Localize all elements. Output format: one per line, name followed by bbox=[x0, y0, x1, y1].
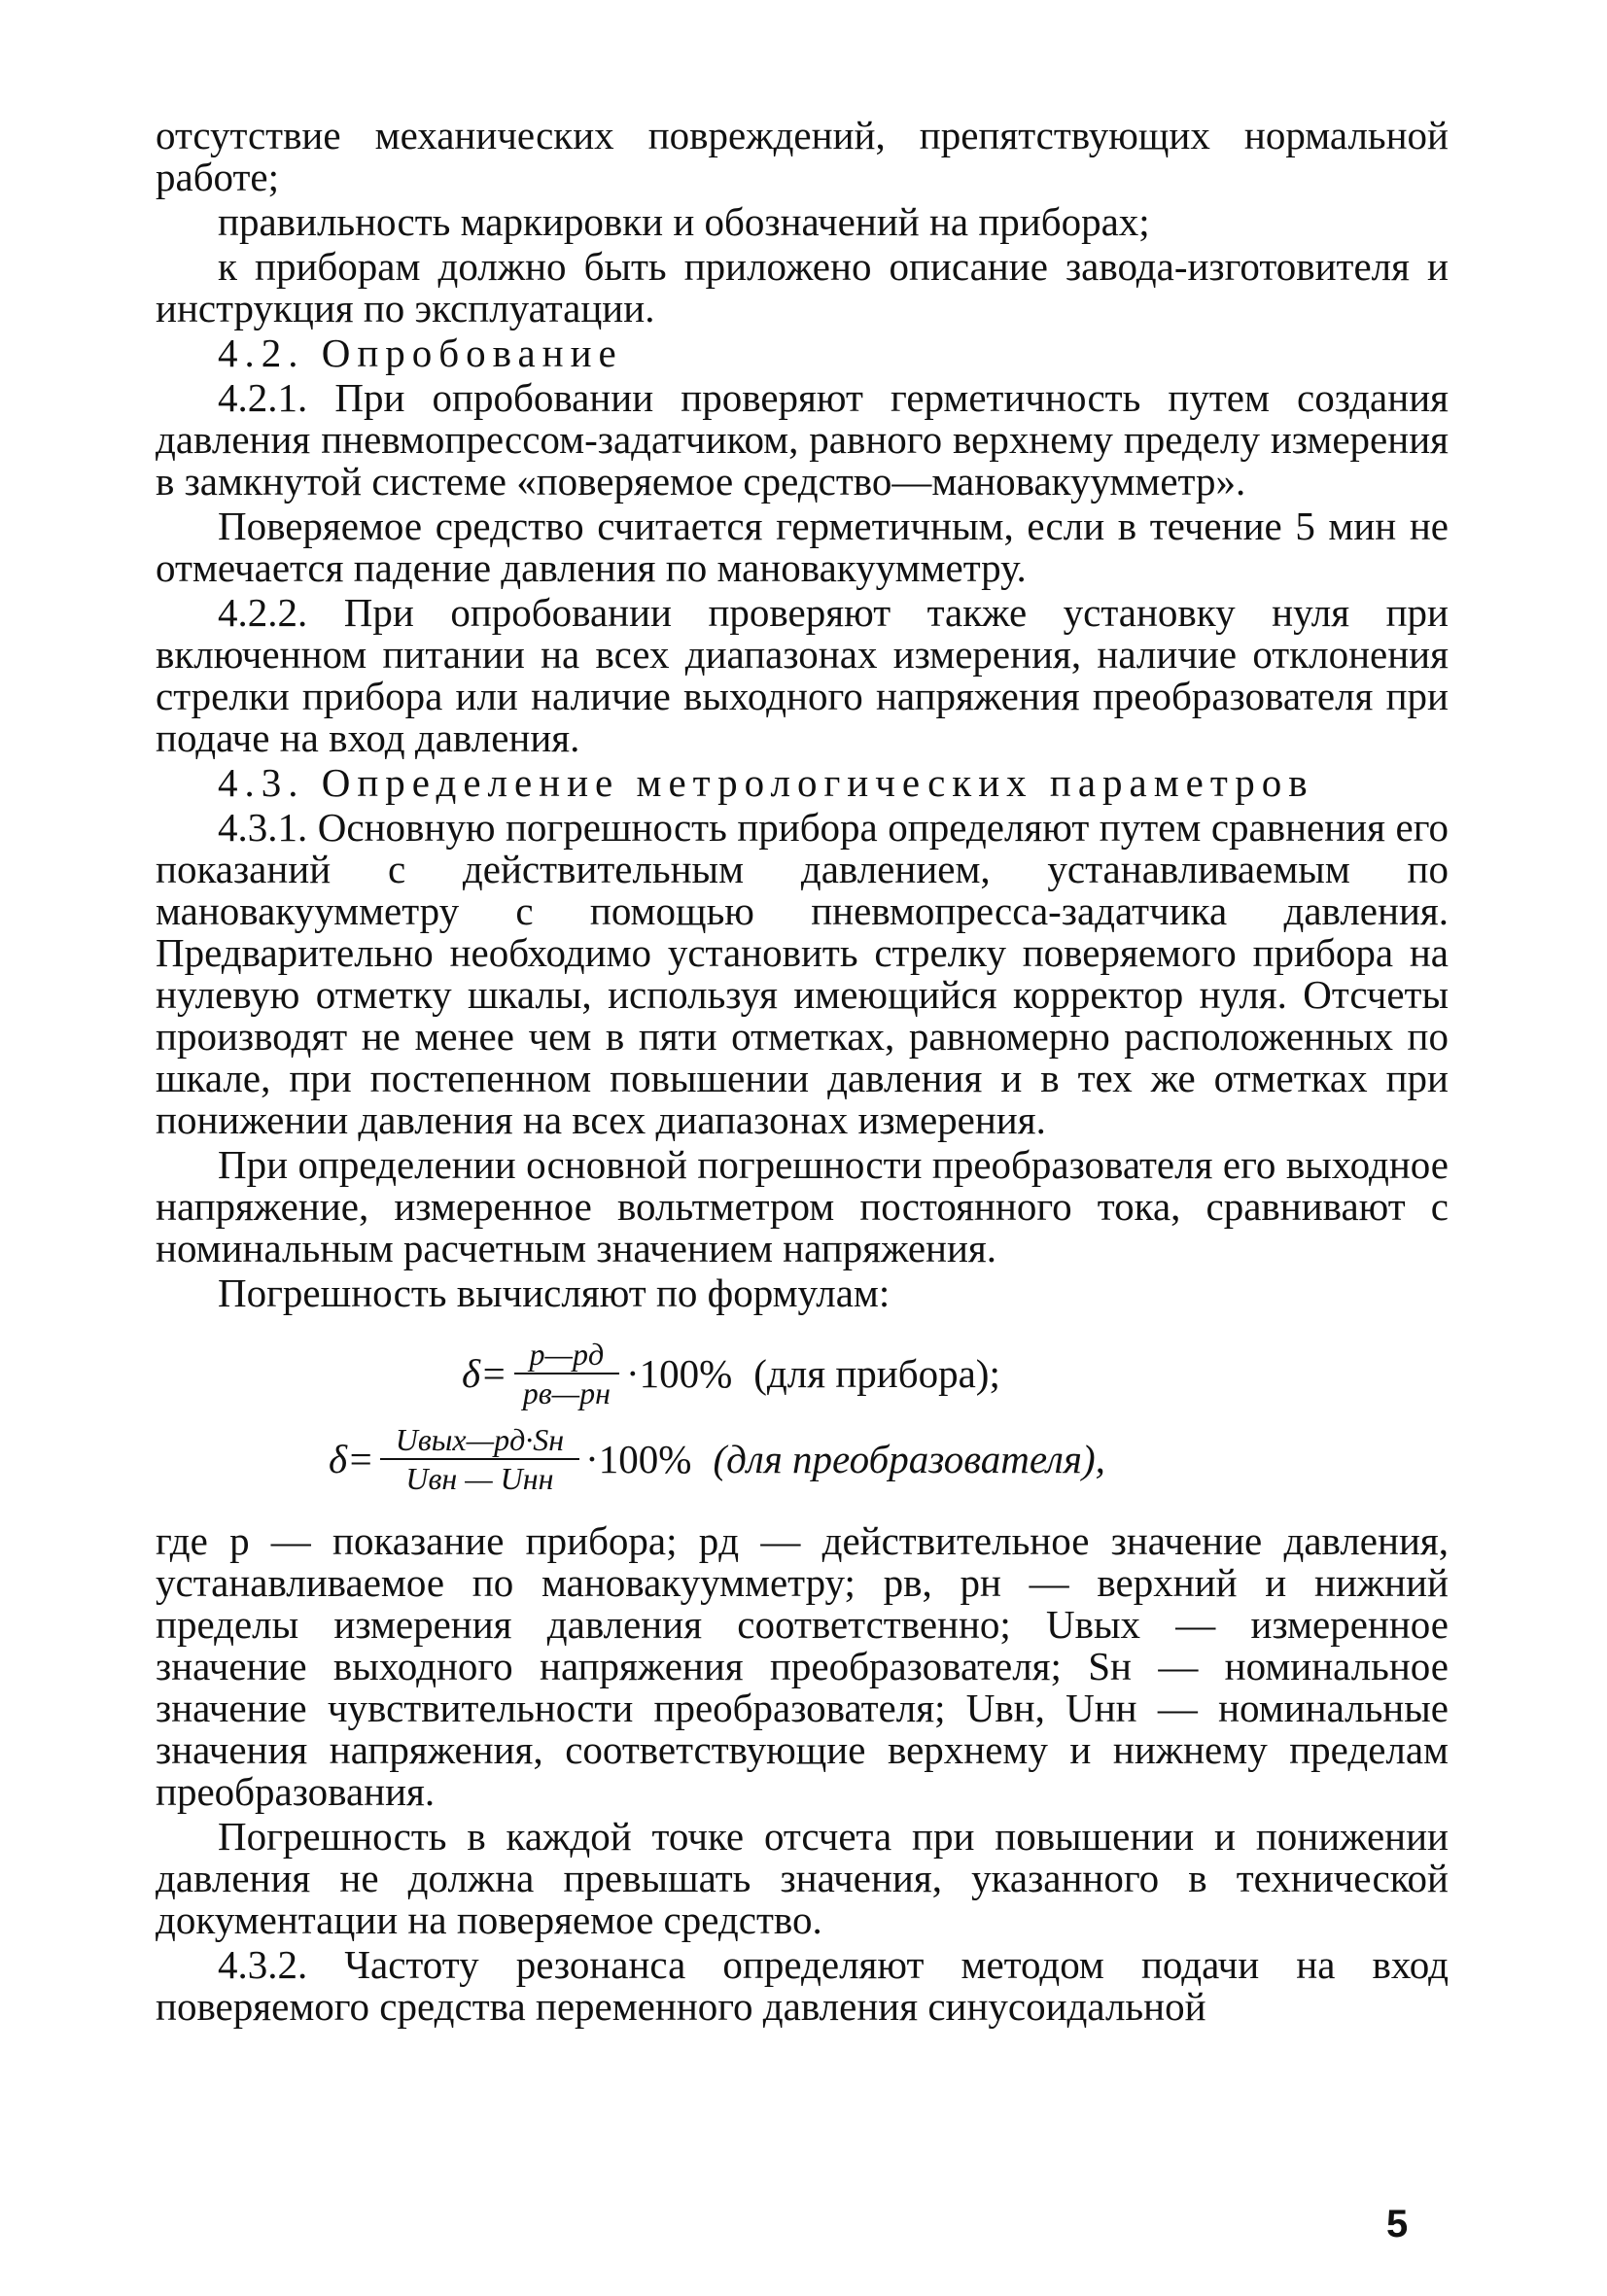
section-heading-4-2: 4.2. Опробование bbox=[218, 330, 623, 375]
formula-device-fraction bbox=[513, 1336, 620, 1411]
paragraph-4-2-2: 4.2.2. При опробовании проверяют также установку нуля при включенном питании на всех диапазонах измерения, наличие отклонения стрелки прибора или наличие выходного напряжения преобразователя при подаче на вход давления. bbox=[156, 590, 1449, 760]
paragraph-4-2-1: 4.2.1. При опробовании проверяют герметичность путем создания давления пневмопрессом-задатчиком, равного верхнему пределу измерения в замкнутой системе «поверяемое средство—мановакуумметр». bbox=[156, 375, 1449, 504]
section-heading-4-3: 4.3. Определение метрологических параметров bbox=[218, 760, 1314, 805]
formula-device-numerator: p—pд bbox=[514, 1336, 620, 1374]
formula-device-multiplier: ·100% bbox=[625, 1350, 733, 1396]
formula-converter bbox=[329, 1421, 1449, 1497]
body-text bbox=[156, 115, 1449, 2031]
formula-converter-denominator: Uвн — Uнн bbox=[405, 1461, 554, 1496]
paragraph-definitions: где p — показание прибора; pд — действительное значение давления, устанавливаемое по мановакуумметру; pв, pн — верхний и нижний пределы измерения давления соответственно; Uвых — измеренное значение выходного напряжения преобразователя; Sн — номинальное значение чувствительности преобразователя; Uвн, Uнн — номинальные значения напряжения, соответствующие верхнему и нижнему пределам преобразования. bbox=[156, 1518, 1449, 1814]
formula-converter-numerator: Uвых—pд·Sн bbox=[380, 1421, 579, 1460]
page-number: 5 bbox=[1386, 2203, 1409, 2245]
paragraph-formulas-intro: Погрешность вычисляют по формулам: bbox=[218, 1270, 891, 1315]
formula-converter-note: (для преобразователя), bbox=[713, 1436, 1105, 1481]
paragraph-damage: отсутствие механических повреждений, препятствующих нормальной работе; bbox=[156, 113, 1449, 199]
formula-device-lhs: δ= bbox=[462, 1350, 507, 1396]
paragraph-4-3-1: 4.3.1. Основную погрешность прибора определяют путем сравнения его показаний с действительным давлением, устанавливаемым по мановакуумметру с помощью пневмопресса-задатчика давления. Предварительно необходимо установить стрелку поверяемого прибора на нулевую отметку шкалы, используя имеющийся корректор нуля. Отсчеты производят не менее чем в пяти отметках, равномерно расположенных по шкале, при постепенном повышении давления и в тех же отметках при понижении давления на всех диапазонах измерения. bbox=[156, 805, 1449, 1142]
formula-device-denominator: pв—pн bbox=[522, 1375, 611, 1410]
formula-converter-lhs: δ= bbox=[329, 1436, 374, 1481]
formula-device bbox=[462, 1336, 1449, 1411]
paragraph-documentation: к приборам должно быть приложено описание завода-изготовителя и инструкция по эксплуатации. bbox=[156, 244, 1449, 330]
paragraph-converter-error: При определении основной погрешности преобразователя его выходное напряжение, измеренное вольтметром постоянного тока, сравнивают с номинальным расчетным значением напряжения. bbox=[156, 1142, 1449, 1270]
formula-converter-fraction bbox=[380, 1421, 579, 1497]
paragraph-marking: правильность маркировки и обозначений на приборах; bbox=[218, 199, 1150, 244]
paragraph-4-3-2: 4.3.2. Частоту резонанса определяют методом подачи на вход поверяемого средства переменного давления синусоидальной bbox=[156, 1942, 1449, 2029]
formula-converter-multiplier: ·100% bbox=[585, 1436, 692, 1481]
paragraph-hermetic: Поверяемое средство считается герметичным, если в течение 5 мин не отмечается падение давления по мановакуумметру. bbox=[156, 504, 1449, 590]
paragraph-error-limit: Погрешность в каждой точке отсчета при повышении и понижении давления не должна превышать значения, указанного в технической документации на поверяемое средство. bbox=[156, 1814, 1449, 1942]
formula-device-note: (для прибора); bbox=[753, 1350, 1000, 1396]
